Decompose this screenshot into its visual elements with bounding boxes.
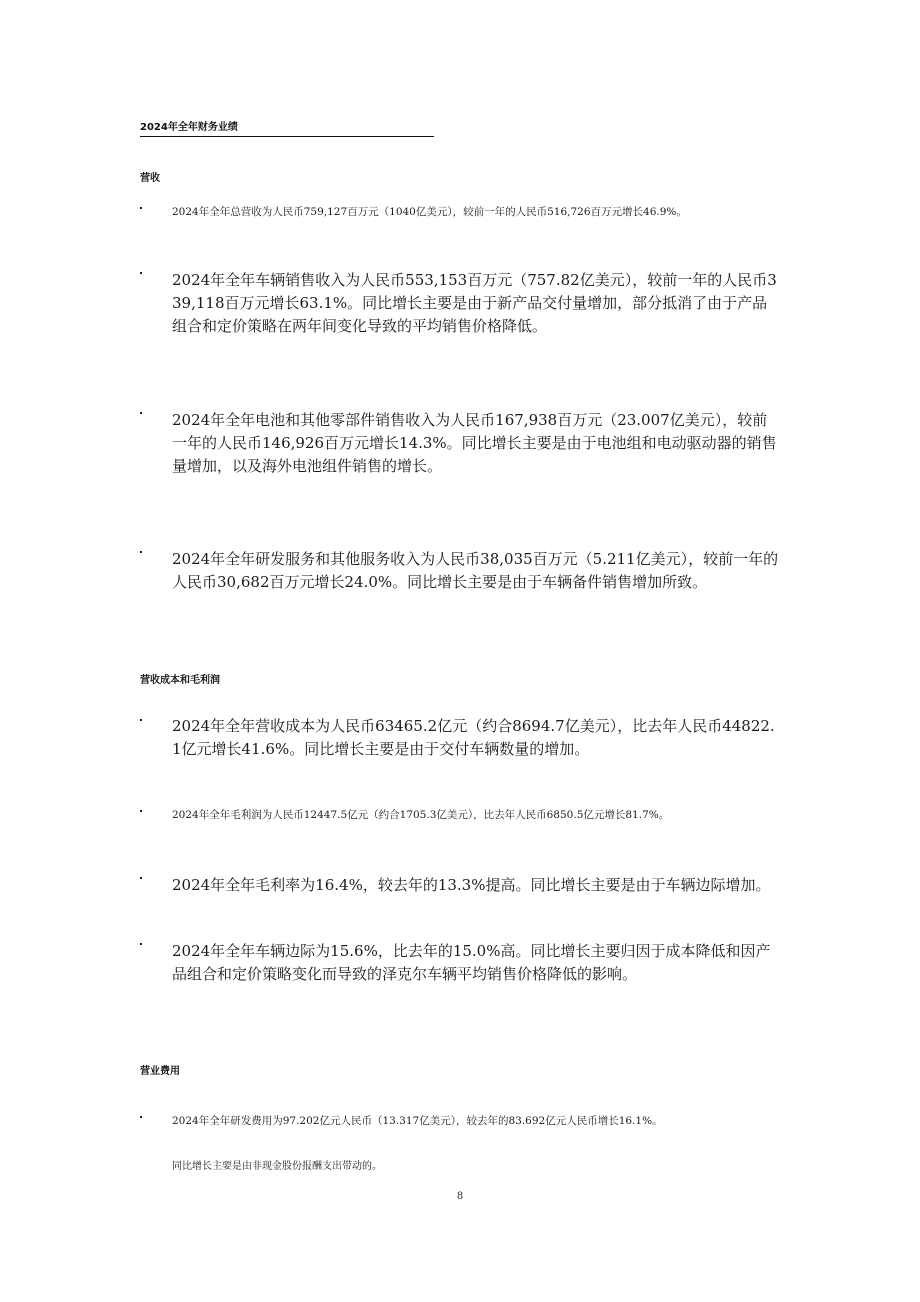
page-number: 8 — [456, 1191, 464, 1202]
bullet-icon — [140, 877, 142, 879]
bullet-icon — [140, 272, 142, 274]
opex-note: 同比增长主要是由非现金股份报酬支出带动的。 — [172, 1161, 382, 1172]
bullet-icon — [140, 551, 142, 553]
revenue-item-2: 2024年全年车辆销售收入为人民币553,153百万元（757.82亿美元），较前一年的人民币339,118百万元增长63.1%。同比增长主要是由于新产品交付量增加，部分抵消了由于产品组合和定价策略在两年间变化导致的平均销售价格降低。 — [172, 271, 777, 335]
cost-item-2: 2024年全年毛利润为人民币12447.5亿元（约合1705.3亿美元），比去年人民币6850.5亿元增长81.7%。 — [172, 809, 670, 821]
page-title: 2024年全年财务业绩 — [140, 121, 434, 137]
bullet-icon — [140, 719, 142, 721]
section-heading-opex: 营业费用 — [140, 1066, 180, 1077]
section-heading-revenue: 营收 — [140, 173, 160, 184]
revenue-item-3: 2024年全年电池和其他零部件销售收入为人民币167,938百万元（23.007亿美元），较前一年的人民币146,926百万元增长14.3%。同比增长主要是由于电池组和电动驱动器的销售量增加，以及海外电池组件销售的增长。 — [172, 411, 777, 475]
cost-item-1: 2024年全年营收成本为人民币63465.2亿元（约合8694.7亿美元），比去年人民币44822.1亿元增长41.6%。同比增长主要是由于交付车辆数量的增加。 — [172, 717, 775, 758]
cost-item-4: 2024年全年车辆边际为15.6%，比去年的15.0%高。同比增长主要归因于成本降低和因产品组合和定价策略变化而导致的泽克尔车辆平均销售价格降低的影响。 — [172, 942, 771, 983]
cost-item-3: 2024年全年毛利率为16.4%，较去年的13.3%提高。同比增长主要是由于车辆边际增加。 — [172, 876, 771, 894]
bullet-icon — [140, 412, 142, 414]
bullet-icon — [140, 207, 142, 209]
bullet-icon — [140, 1116, 142, 1118]
bullet-icon — [140, 943, 142, 945]
revenue-item-4: 2024年全年研发服务和其他服务收入为人民币38,035百万元（5.211亿美元），较前一年的人民币30,682百万元增长24.0%。同比增长主要是由于车辆备件销售增加所致。 — [172, 550, 779, 591]
opex-item-1: 2024年全年研发费用为97.202亿元人民币（13.317亿美元），较去年的83.692亿元人民币增长16.1%。 — [172, 1115, 663, 1127]
revenue-item-1: 2024年全年总营收为人民币759,127百万元（1040亿美元），较前一年的人民币516,726百万元增长46.9%。 — [172, 206, 687, 218]
section-heading-cost: 营收成本和毛利润 — [140, 675, 220, 686]
bullet-icon — [140, 810, 142, 812]
